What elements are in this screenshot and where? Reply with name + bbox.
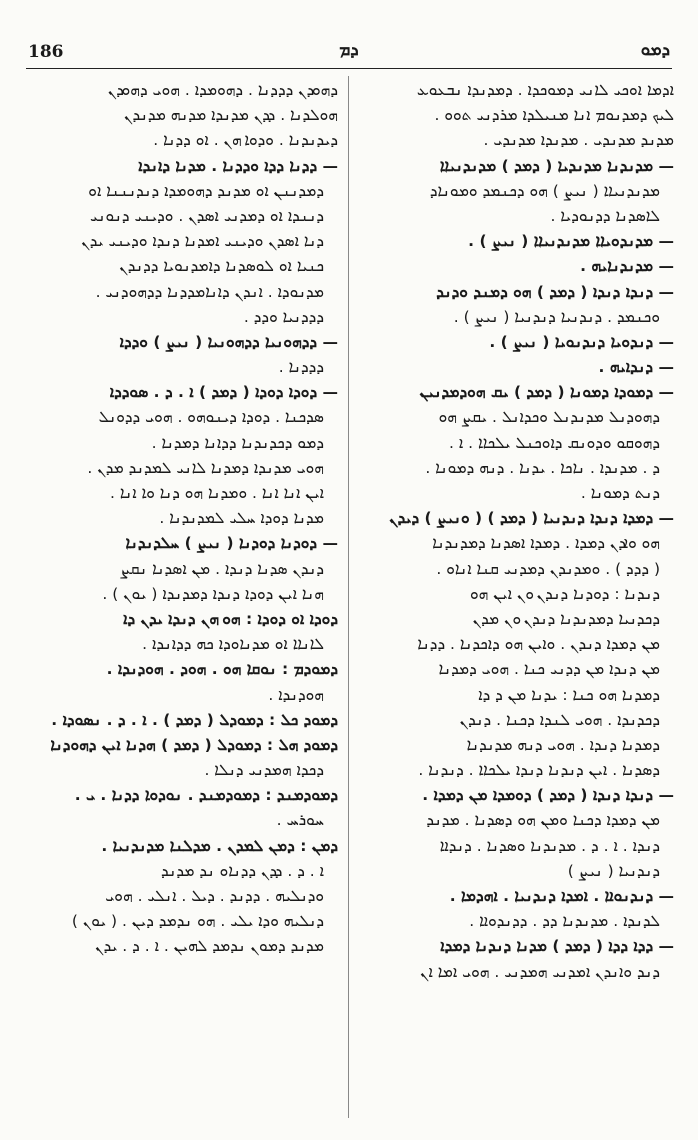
dictionary-entry-line: — ܕܡܕܐ ܕܢܕܐ ܕܢܕܢܝܐ ( ܕܡܕ ) ( ܘܢܝܨ ) ܕܝܕܢ — [389, 509, 674, 528]
dictionary-entry-line: ܕܡܘܕ ܗܠ : ܕܡܘܕܠ ( ܕܡܕ ) ܗܕܢܐ ܐܝܢ ܕܗܘܕܢܐ — [50, 735, 338, 754]
dictionary-entry-line: — ܕܕܢܐ ܕܕܐ ܘܕܕܢܐ . ܡܕܢܐ ܕܐܢܕܐ — [138, 156, 338, 175]
text-line: ܐܝܢ ܐܢܐ ܐܢܐ . ܘܡܕܢܐ ܗܘ ܕܢܐ ܘܐ ܐܢܐ . — [109, 484, 324, 502]
dictionary-entry-line: — ܡܕܢܕܘܝܐܐ ܡܕܢܕܢܝܐܐ ( ܢܝܨ ) . — [468, 232, 674, 251]
text-line: ܕܟܕܢܝܐ ܕܡܕܢܕܢܐ ܕܢܕܢ ܘܢ ܡܕܢ — [472, 609, 660, 628]
text-line: ܕܡܕܢܢܢ ܐܘ ܡܕܢܕ ܕܗܘܡܕܐ ܕܢܕܢܢܢܐ ܐܘ — [88, 181, 324, 200]
text-line: ܠܐܣܕܢܐ ܕܕܢܘܕܝܐ . — [550, 206, 660, 225]
dictionary-entry-line: — ܕܘܕܐ ܕܘܕܐ ( ܕܡܕ ) ܐ . ܕ . ܣܘܕܕܐ — [109, 383, 338, 402]
text-line: ܐ . ܕ . ܕܕܢ ܕܕܢܐܘ ܢܕ ܡܕܢܕ — [161, 861, 324, 880]
text-line: ܡܕܢܐ ܕܘܕܐ ܚܠܝ ܠܡܕܢܕܢܐ . — [159, 509, 324, 528]
text-line: ܕܢܕܢܐ : ܕܘܕܢܐ ܕܢܕܢ ܘܢ ܐܝܢ ܗܘ — [470, 584, 660, 603]
dictionary-entry-line: ܕܡܘܕ ܟܠ : ܕܡܘܕܠ ( ܕܡܕ ) . ܐ . ܕ . ܢܣܘܕܐ . — [51, 710, 338, 729]
text-line: ܕܢܐ ܐܣܕܢ ܘܕܝܢܝ ܐܡܕܢܐ ܕܢܕܐ ܘܕܝܢܝ ܝܕܢ — [81, 232, 324, 251]
text-line: ܕܢܕܢܝܐ ( ܢܝܨ ) — [567, 861, 660, 880]
dictionary-entry-line: — ܡܕܢܕܢܐ ܡܕܢܕܝܐ ( ܕܡܕ ) ܡܕܢܕܢܝܐܐ — [439, 156, 674, 175]
text-line: ܗܘܝ ܡܕܢܕܐ ܕܡܕܢܐ ܠܐܢܝ ܠܡܕܢܕ ܡܕܢ . — [87, 458, 324, 477]
center-heading: ܕܡ — [339, 40, 359, 60]
text-line: ܕܡܘ ܕܟܕܢܕܢܐ ܕܕܐܢܐ ܕܡܕܢܐ . — [151, 433, 324, 452]
dictionary-entry-line: — ܕܢܕܐ ܕܢܕܐ ( ܕܡܕ ) ܗܘ ܕܡܢܕ ܘܕܢܕ — [436, 282, 674, 301]
text-line: ܕܕܕܢܐ . — [278, 358, 324, 377]
text-line: ܗܘܕܢܕܐ . — [268, 685, 324, 704]
text-line: ܣܕܟܢܐ . ܕܘܕܐ ܕܝܢܘܗܘ . ܗܘܝ ܕܕܘܢܠ — [98, 408, 324, 427]
dictionary-entry-line: — ܡܕܢܕܢܐܝܗ . — [580, 257, 674, 276]
dictionary-entry-line: — ܕܕܗܘܢܝܐ ܕܕܗܘܢܝܐ ( ܢܝܨ ) ܘܕܕܐ — [119, 332, 338, 351]
text-line: ܕܢܕܢ ܣܕܢܐ ܕܢܕܐ . ܡܢ ܐܣܕܢܐ ܢܩܨ — [120, 559, 324, 578]
dictionary-entry-line: — ܕܘܕܢܐ ܕܘܕܢܐ ( ܢܝܨ ) ܚܠܕܢܕܢܐ — [125, 534, 338, 553]
page-number: 186 — [28, 42, 64, 62]
text-line: ܐܕܡܐ ܐܘܟܝ ܠܐܢܝ ܕܡܘܟܕܐ . ܕܡܕܢܕܐ ܢܒܥܘܥ — [416, 81, 674, 99]
dictionary-entry-line: — ܕܢܕܐ ܕܢܕܐ ( ܕܡܕ ) ܕܘܡܕܐ ܡܢ ܕܡܕܐ . — [422, 786, 674, 805]
text-line: ܡܕܢܕܢܝܐܐ ( ܢܝܨ ) ܗܘ ܕܟܢܡܕ ܘܡܘܢܐܕ — [429, 181, 660, 200]
text-line: ܕܢܕ ܘܐܢܕܢ ܐܡܕܢܝ ܗܡܕܢܝ . ܗܘܝ ܐܡܐ ܐܢ — [420, 962, 660, 981]
text-line: ܘܟܢܡܕ . ܕܢܕܢܝܐ ܕܢܕܢܝܐ ( ܢܝܨ ) . — [453, 307, 660, 326]
dictionary-entry-line: — ܕܢܕܐܝܗ . — [598, 358, 674, 377]
text-line: ܕܗܘܕܢܠ ܡܕܢܕܢܠ ܘܟܕܐܢܠ . ܝܩܨ ܗܘ — [438, 408, 660, 427]
left-text-column — [28, 78, 338, 1118]
text-line: ܡܢ ܕܡܕܐ ܕܟܢܐ ܘܡܢ ܗܘ ܕܣܕܢܐ . ܡܕܢܕ — [426, 811, 660, 830]
text-line: ܕܝܕܢܕܢܐ . ܘܕܘܐ ܗܢ . ܐܘ ܕܕܢܐ . — [153, 131, 338, 150]
text-line: ܘܕܢܠܝܗ . ܕܕܢܕ . ܕܝܠ . ܐܢܠܝ . ܗܘܝ — [105, 887, 324, 905]
text-line: ܡܕܢܕ ܕܡܘܢ ܢܕܡܕ ܠܗܝܢ . ܐ . ܕ . ܝܕܢ — [95, 937, 324, 956]
dictionary-entry-line: ܕܡܢ : ܕܡܢ ܠܡܕܢ . ܡܕܠܢܐ ܡܕܢܕܢܝܐ . — [101, 836, 338, 855]
text-line: ܕ . ܡܕܢܕܐ . ܢܐܟܐ . ܝܕܢܐ . ܕܢܗ ܕܡܘܢܐ . — [425, 458, 660, 477]
header-rule — [26, 68, 672, 69]
dictionary-entry-line: ܕܘܕܐ ܐܘ ܕܘܕܐ : ܗܘ ܗܢ ܕܢܕܐ ܝܕܢ ܕܐ — [123, 609, 338, 628]
text-line: ܟܢܝܐ ܐܘ ܠܘܣܕܢܐ ܕܐܡܕܢܘܝܐ ܕܕܢܕܢ — [119, 257, 324, 276]
dictionary-entry-line: — ܕܕܐ ܕܕܐ ( ܕܡܕ ) ܡܕܢܐ ܕܢܕܢܐ ܕܡܕܐ — [440, 937, 674, 956]
text-line: ܕܢܢܕܐ ܐܘ ܕܡܕܢܝ ܐܣܕܢ . ܘܕܝܢܝ ܕܢܘܢܝ — [90, 206, 324, 225]
text-line: ( ܕܕܕ ) . ܘܡܕܢܕܢ ܕܡܕܢܝ ܩܢܐ ܐܢܐܘ . — [436, 559, 660, 578]
text-line: ܡܕܢܘܕܐ . ܐܢܕܢ ܕܐܢܐܡܕܕܢܐ ܕܕܗܘܕܢܝ . — [95, 282, 324, 301]
text-line: ܕܡܕܢܐ ܗܘ ܟܢܐ : ܝܕܢܐ ܡܢ ܕ ܕܐ — [478, 685, 660, 704]
text-line: ܡܕܢܕ ܡܕܢܕܝ . ܡܕܢܕܐ ܡܕܢܕܝ . — [483, 131, 674, 150]
dictionary-entry-line: — ܕܡܘܕܐ ܕܡܘܢܐ ( ܕܡܕ ) ܝܩ ܗܘܕܡܕܢܝܢ — [419, 383, 674, 402]
text-line: ܕܣܕܢܐ . ܐܝܢ ܕܢܕܢܐ ܕܢܕܐ ܝܠܟܐܐ . ܕܢܕܢܐ . — [418, 761, 660, 780]
text-line: ܡܢ ܕܢܕܐ ܡܢ ܕܕܢܝ ܟܢܐ . ܗܘܝ ܕܡܕܢܐ — [438, 660, 660, 679]
column-divider — [348, 76, 349, 1118]
text-line: ܕܗܘܕܢ ܕܕܕܢܐ . ܕܗܘܡܕܐ . ܗܘܝ ܕܗܘܕܢ — [107, 81, 338, 99]
dictionary-entry-line: ܕܡܘܕܡܢܕ : ܕܡܘܕܡܢܕ . ܢܘܕܘܐ ܕܕܢܐ . ܝ . — [74, 786, 338, 805]
text-line: ܚܘܪܚ . — [276, 811, 324, 830]
text-line: ܕܕܕܢܝܐ ܘܕܕ . — [243, 307, 324, 326]
text-line: ܠܝܟ ܕܡܕܢܘܡ ܐܢܐ ܡܢܝܠܕܐ ܡܪܕܢܝ ܬܘܘ . — [434, 106, 674, 125]
text-line: ܠܐܢܐܐ ܐܘ ܡܕܢܐܘܕܐ ܟܗ ܕܕܐܢܕܐ . — [142, 635, 324, 654]
right-text-column — [364, 78, 674, 1118]
text-line: ܠܕܢܕܐ . ܡܕܢܕܢܐ ܕܕ . ܕܕܢܕܘܐܐ . — [469, 912, 660, 931]
text-line: ܗܢܐ ܐܝܢ ܕܘܕܐ ܕܢܕܐ ܕܡܕܢܕܐ ( ܝܘܢ ) . — [102, 584, 324, 603]
text-line: ܡܢ ܕܡܕܐ ܕܢܕܢ . ܘܐܝܢ ܗܘ ܕܐܟܕܢܐ . ܕܕܢܐ — [417, 635, 660, 654]
text-line: ܗܘ ܘܐܕܢ ܕܡܕܐ . ܕܡܕܐ ܐܣܕܢܐ ܕܡܕܢܕܢܐ — [432, 534, 660, 553]
dictionary-entry-line: — ܕܢܕܘܝܐ ܕܢܕܢܘܝܐ ( ܢܝܨ ) . — [489, 332, 674, 351]
dictionary-entry-line: — ܕܢܕܢܘܐܐ . ܐܡܕܐ ܕܢܕܢܝܐ . ܐܗܕܡܐ . — [449, 887, 674, 905]
text-line: ܗܘܠܕܢܐ . ܕܕܢ ܡܕܢܕܐ ܡܕܢܗ ܡܕܢܕܢ — [124, 106, 338, 125]
text-line: ܕܡܕܢܐ ܕܢܕܐ . ܗܘܝ ܕܢܗ ܡܕܢܕܢܐ — [466, 735, 660, 754]
text-line: ܕܗܘܩܘ ܘܕܘܢܩ ܕܐܘܟܢܠ ܝܠܟܐܐ . ܐ . — [449, 433, 660, 452]
page-header — [26, 40, 672, 66]
text-line: ܕܢܕܐ . ܐ . ܕ . ܡܕܢܕܢܐ ܘܣܕܢܐ . ܕܢܕܐܐ — [439, 836, 660, 855]
text-line: ܕܟܕܢܕܐ . ܗܘܝ ܠܢܕܐ ܕܟܢܐ . ܕܢܕܢ — [459, 710, 660, 729]
running-heading: ܕܡܘ — [640, 40, 670, 60]
text-line: ܕܢܬ ܕܡܘܢܐ . — [580, 484, 660, 502]
text-line: ܕܢܠܝܗ ܘܕܐ ܝܠܝ . ܗܘ ܢܕܡܕ ܕܝܢ . ( ܝܘܢ ) — [71, 912, 324, 931]
dictionary-entry-line: ܕܡܘܕܡ : ܢܘܩܐ ܗܘ . ܗܘܕ . ܗܘܕܢܕܐ . — [106, 660, 338, 679]
text-line: ܕܟܕܐ ܗܡܕܢܝ ܕܢܠܐ . — [204, 761, 324, 780]
